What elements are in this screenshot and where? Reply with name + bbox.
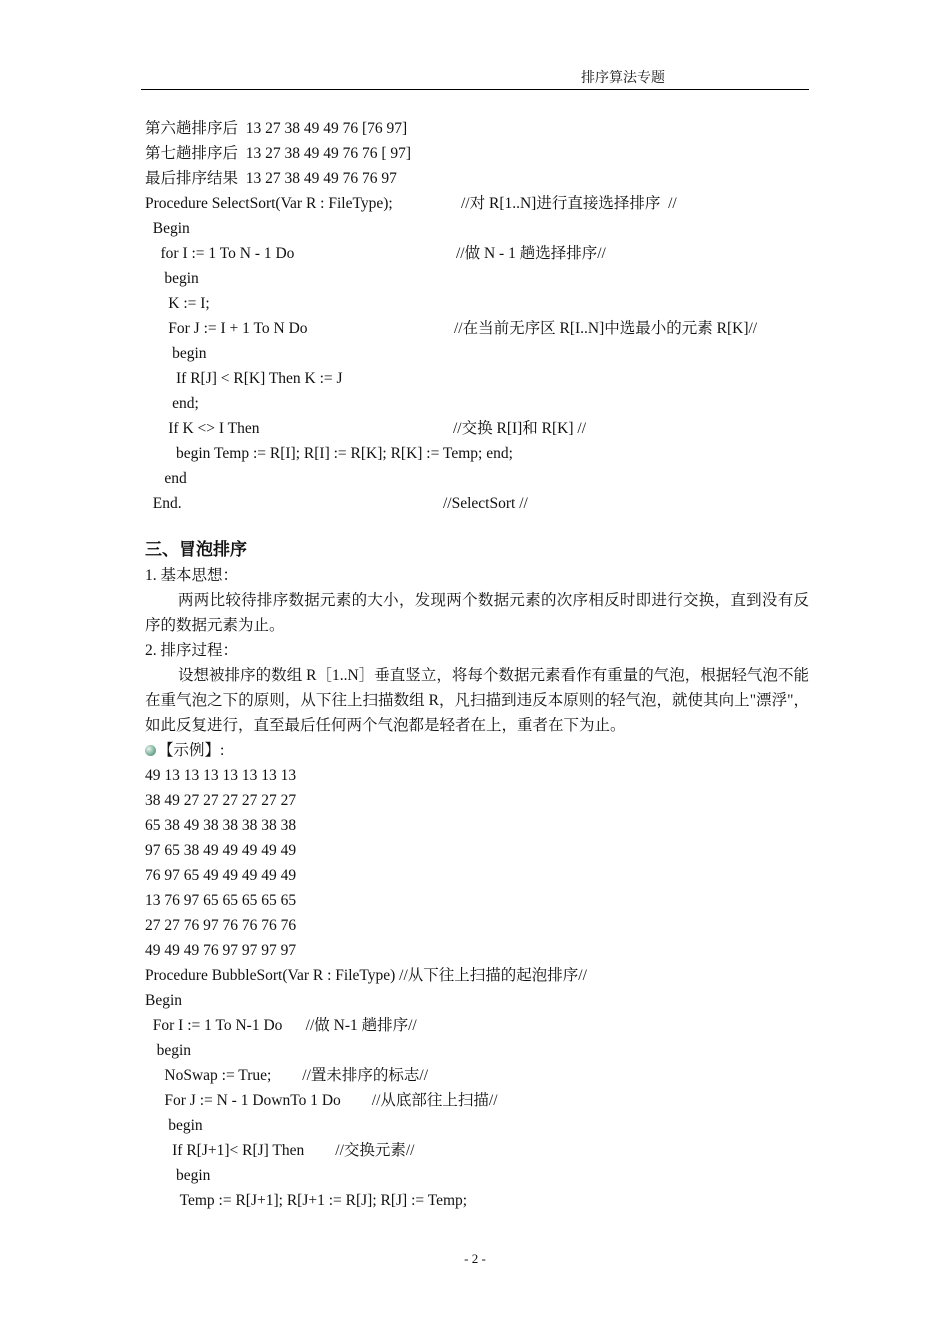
example-label: 【示例】: bbox=[158, 742, 225, 759]
process-label: 2. 排序过程： bbox=[145, 642, 239, 659]
code-line: If R[J+1]< R[J] Then //交换元素// bbox=[145, 1142, 415, 1159]
code-line: NoSwap := True; //置未排序的标志// bbox=[145, 1067, 429, 1084]
example-table bbox=[145, 763, 809, 963]
code-line: begin Temp := R[I]; R[I] := R[K]; R[K] := Temp; end; bbox=[145, 445, 513, 462]
example-row: 76 97 65 49 49 49 49 49 bbox=[145, 867, 297, 884]
code-line: end bbox=[145, 470, 187, 487]
select-sort-code bbox=[145, 191, 809, 516]
example-row: 13 76 97 65 65 65 65 65 bbox=[145, 892, 297, 909]
code-line: begin bbox=[145, 345, 207, 362]
code-comment: //SelectSort // bbox=[443, 495, 528, 512]
code-line: Procedure SelectSort(Var R : FileType); //对 R[1..N]进行直接选择排序 // bbox=[145, 191, 809, 216]
code-comment: //交换 R[I]和 R[K] // bbox=[453, 420, 587, 437]
code-comment: //在当前无序区 R[I..N]中选最小的元素 R[K]// bbox=[454, 320, 758, 337]
idea-label: 1. 基本思想： bbox=[145, 567, 239, 584]
result-line: 第六趟排序后 13 27 38 49 49 76 [76 97] bbox=[145, 120, 408, 137]
example-row: 27 27 76 97 76 76 76 76 bbox=[145, 917, 297, 934]
select-results bbox=[145, 116, 809, 191]
code-line: begin bbox=[145, 1167, 211, 1184]
code-comment: //做 N - 1 趟选择排序// bbox=[456, 245, 606, 262]
code-line: If K <> I Then //交换 R[I]和 R[K] // bbox=[145, 416, 809, 441]
example-row: 97 65 38 49 49 49 49 49 bbox=[145, 842, 297, 859]
code-line: For J := N - 1 DownTo 1 Do //从底部往上扫描// bbox=[145, 1092, 498, 1109]
code-line: begin bbox=[145, 1117, 203, 1134]
process-paragraph: 设想被排序的数组 R［1..N］垂直竖立，将每个数据元素看作有重量的气泡，根据轻气泡不能在重气泡之下的原则，从下往上扫描数组 R，凡扫描到违反本原则的轻气泡，就使其向上"漂浮"，如此反复进行，直至最后任何两个气泡都是轻者在上，重者在下为止。 bbox=[145, 667, 809, 734]
code-line: Begin bbox=[145, 992, 183, 1009]
code-line: K := I; bbox=[145, 295, 210, 312]
code-line: begin bbox=[145, 1042, 192, 1059]
document-body bbox=[145, 116, 809, 1213]
example-row: 49 13 13 13 13 13 13 13 bbox=[145, 767, 297, 784]
result-line: 最后排序结果 13 27 38 49 49 76 76 97 bbox=[145, 170, 397, 187]
example-heading bbox=[145, 738, 809, 763]
header-title: 排序算法专题 bbox=[581, 71, 665, 86]
code-line: for I := 1 To N - 1 Do //做 N - 1 趟选择排序// bbox=[145, 241, 809, 266]
code-line: begin bbox=[145, 270, 199, 287]
code-line: end; bbox=[145, 395, 199, 412]
page-number: - 2 - bbox=[464, 1251, 486, 1266]
section-title: 三、冒泡排序 bbox=[145, 540, 247, 560]
bubble-sort-code bbox=[145, 963, 809, 1213]
page-header bbox=[141, 70, 809, 90]
idea-paragraph: 两两比较待排序数据元素的大小，发现两个数据元素的次序相反时即进行交换，直到没有反序的数据元素为止。 bbox=[145, 592, 809, 634]
example-row: 38 49 27 27 27 27 27 27 bbox=[145, 792, 297, 809]
bullet-icon bbox=[145, 745, 156, 756]
code-line: For J := I + 1 To N Do //在当前无序区 R[I..N]中选最小的元素 R[K]// bbox=[145, 316, 809, 341]
code-line: Begin bbox=[145, 220, 190, 237]
code-line: For I := 1 To N-1 Do //做 N-1 趟排序// bbox=[145, 1017, 417, 1034]
code-comment: //对 R[1..N]进行直接选择排序 // bbox=[461, 195, 677, 212]
example-row: 49 49 49 76 97 97 97 97 bbox=[145, 942, 297, 959]
result-line: 第七趟排序后 13 27 38 49 49 76 76 [ 97] bbox=[145, 145, 412, 162]
example-row: 65 38 49 38 38 38 38 38 bbox=[145, 817, 297, 834]
code-line: Procedure BubbleSort(Var R : FileType) //从下往上扫描的起泡排序// bbox=[145, 967, 587, 984]
code-line: End. //SelectSort // bbox=[145, 491, 809, 516]
code-line: Temp := R[J+1]; R[J+1 := R[J]; R[J] := Temp; bbox=[145, 1192, 468, 1209]
code-line: If R[J] < R[K] Then K := J bbox=[145, 370, 343, 387]
